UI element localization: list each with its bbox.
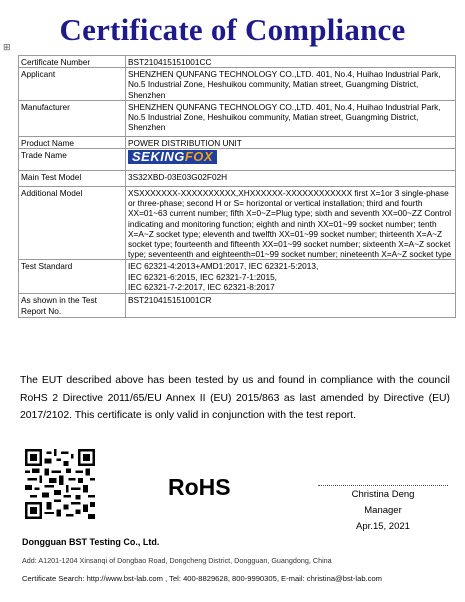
- brand-logo: [128, 150, 217, 164]
- compliance-statement: The EUT described above has been tested by us and found in compliance with the council RoHS 2 Directive 2011/65/EU Annex II (EU) 2015/863 as last amended by Directive (EU) 2017/2102. This certificate is only valid in conjunction with the test report.: [20, 375, 450, 421]
- company-name: Dongguan BST Testing Co., Ltd.: [22, 537, 160, 547]
- signatory-title: Manager: [364, 505, 402, 516]
- company-address: Add: A1201-1204 Xinsanqi of Dongbao Road, Dongcheng District, Dongguan, Guangdong, China: [22, 556, 332, 565]
- test-standard-line: IEC 62321-7-2:2017, IEC 62321-8:2017: [128, 281, 275, 292]
- table-row: [19, 149, 456, 171]
- signatory-name: Christina Deng: [351, 489, 415, 500]
- manufacturer-value: SHENZHEN QUNFANG TECHNOLOGY CO.,LTD. 401, No.4, Huihao Industrial Park, No.5 Industrial Zone, Heshuikou community, Matian street, Guangming District, Shenzhen: [126, 100, 456, 136]
- test-standard-value: [126, 260, 456, 294]
- report-no-label: As shown in the Test Report No.: [19, 294, 126, 318]
- certificate-table: [18, 55, 456, 318]
- main-test-model-value: 3S32XBD-03E03G02F02H: [126, 171, 456, 187]
- brand-logo-part1: SEKING: [132, 149, 185, 165]
- manufacturer-label: Manufacturer: [19, 100, 126, 136]
- table-row: [19, 100, 456, 136]
- applicant-label: Applicant: [19, 68, 126, 101]
- product-name-label: Product Name: [19, 136, 126, 148]
- certificate-search-info: Certificate Search: http://www.bst-lab.com , Tel: 400-8829628, 800-9990305, E-mail: christina@bst-lab.com: [22, 574, 383, 583]
- table-row: [19, 171, 456, 187]
- brand-logo-part2: FOX: [184, 149, 214, 165]
- rohs-mark: RoHS: [168, 474, 231, 500]
- qr-code: [25, 449, 95, 519]
- table-row: [19, 56, 456, 68]
- report-no-value: BST210415151001CR: [126, 294, 456, 318]
- trade-name-value: [126, 149, 456, 171]
- additional-model-label: Additional Model: [19, 187, 126, 260]
- test-standard-line: IEC 62321-4:2013+AMD1:2017, IEC 62321-5:2013,: [128, 261, 319, 272]
- applicant-value: SHENZHEN QUNFANG TECHNOLOGY CO.,LTD. 401, No.4, Huihao Industrial Park, No.5 Industrial Zone, Heshuikou community, Matian street, Guangming District, Shenzhen: [126, 68, 456, 101]
- table-move-handle-icon[interactable]: ⊞: [3, 42, 11, 52]
- certificate-number-value: BST210415151001CC: [126, 56, 456, 68]
- trade-name-label: Trade Name: [19, 149, 126, 171]
- test-standard-line: IEC 62321-6:2015, IEC 62321-7-1:2015,: [128, 271, 277, 282]
- certificate-title: Certificate of Compliance: [59, 12, 406, 47]
- main-test-model-label: Main Test Model: [19, 171, 126, 187]
- table-row: [19, 136, 456, 148]
- test-standard-label: Test Standard: [19, 260, 126, 294]
- additional-model-value: XSXXXXXXX-XXXXXXXXXX,XHXXXXXX-XXXXXXXXXXXX first X=1or 3 single-phase or three-phase; second H or S= horizontal or vertical installation; third and fourth XX=01~63 current number; fifth X=0~Z=Plug type; sixth and seventh XX=00~ZZ Control indicating and monitoring function; eighth and ninth XX=01~99 socket number; tenth X=A~Z socket type; eleventh and twelfth XX=01~99 socket number; thirteenth X=A~Z socket type; fourteenth and fifteenth XX=01~99 socket number; sixteenth X=A~Z socket type; seventeenth and eighteenth=01~99 socket number; nineteenth X=A~Z socket type: [126, 187, 456, 260]
- table-row: [19, 68, 456, 101]
- table-row: [19, 187, 456, 260]
- product-name-value: POWER DISTRIBUTION UNIT: [126, 136, 456, 148]
- table-row: [19, 260, 456, 294]
- table-row: [19, 294, 456, 318]
- certificate-number-label: Certificate Number: [19, 56, 126, 68]
- signatory-date: Apr.15, 2021: [356, 521, 410, 532]
- signature-line: [318, 485, 448, 486]
